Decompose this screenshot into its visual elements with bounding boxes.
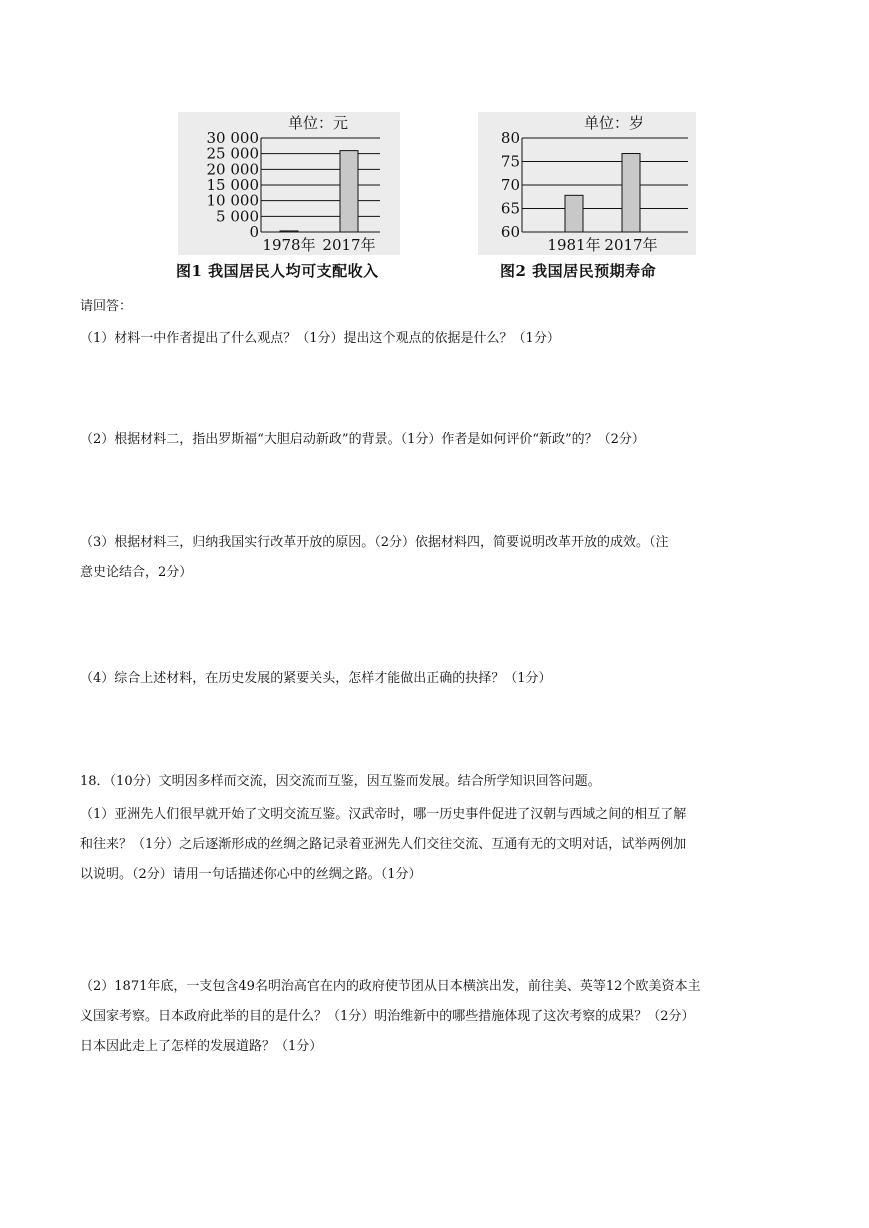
income-chart-svg bbox=[178, 112, 400, 255]
chart-0-bar bbox=[280, 231, 298, 232]
chart-1-unit-label: 单位：岁 bbox=[583, 114, 645, 132]
chart-1-tick-label: 80 bbox=[500, 129, 520, 147]
question-3 bbox=[80, 528, 800, 588]
chart-1-tick-label: 60 bbox=[500, 223, 520, 241]
question-18-part-2-line-3: 日本因此走上了怎样的发展道路？（1分） bbox=[80, 1039, 323, 1054]
chart-1-tick-label: 70 bbox=[500, 176, 520, 194]
chart-1-category-label: 2017年 bbox=[604, 236, 658, 254]
chart-1-tick-label: 65 bbox=[500, 199, 520, 218]
chart-0-tick-label: 30 000 bbox=[206, 129, 259, 147]
life-expectancy-chart bbox=[478, 112, 696, 255]
chart-0-tick-label: 0 bbox=[249, 223, 259, 241]
chart-1-category-label: 1981年 bbox=[547, 236, 601, 254]
chart-1-tick-label: 75 bbox=[500, 152, 520, 171]
question-3-line-2: 意史论结合，2分） bbox=[80, 565, 193, 580]
chart-0-tick-label: 25 000 bbox=[206, 144, 259, 163]
charts-area bbox=[170, 112, 700, 287]
life-expectancy-chart-svg bbox=[478, 112, 696, 255]
question-18-intro: 18．（10分）文明因多样而交流，因交流而互鉴，因互鉴而发展。结合所学知识回答问题。 bbox=[80, 774, 601, 789]
question-18-part-1-line-3: 以说明。（2分）请用一句话描述你心中的丝绸之路。（1分） bbox=[80, 867, 422, 882]
chart-0-category-label: 1978年 bbox=[262, 236, 316, 254]
question-2: （2）根据材料二，指出罗斯福“大胆启动新政”的背景。（1分）作者是如何评价“新政”的？（2分） bbox=[80, 432, 645, 447]
question-18-part-1-line-2: 和往来？（1分）之后逐渐形成的丝绸之路记录着亚洲先人们交往交流、互通有无的文明对话，试举两例加 bbox=[80, 837, 687, 852]
life-expectancy-chart-caption: 图2 我国居民预期寿命 bbox=[500, 262, 657, 280]
chart-1-bar bbox=[622, 154, 640, 232]
question-4: （4）综合上述材料，在历史发展的紧要关头，怎样才能做出正确的抉择？（1分） bbox=[80, 671, 552, 686]
income-chart-caption: 图1 我国居民人均可支配收入 bbox=[176, 262, 379, 280]
answer-prompt: 请回答： bbox=[80, 299, 133, 314]
question-18-part-2-line-2: 义国家考察。日本政府此举的目的是什么？（1分）明治维新中的哪些措施体现了这次考察的成果？（2分） bbox=[80, 1009, 695, 1024]
question-18-part-2 bbox=[80, 972, 800, 1062]
chart-0-bar bbox=[340, 151, 358, 232]
chart-0-tick-label: 10 000 bbox=[206, 191, 259, 210]
chart-0-tick-label: 20 000 bbox=[206, 160, 259, 179]
chart-0-tick-label: 15 000 bbox=[206, 176, 259, 194]
question-3-line-1: （3）根据材料三，归纳我国实行改革开放的原因。（2分）依据材料四，简要说明改革开放的成效。（注 bbox=[80, 535, 669, 550]
chart-0-tick-label: 5 000 bbox=[216, 207, 259, 226]
question-18-part-1-line-1: （1）亚洲先人们很早就开始了文明交流互鉴。汉武帝时，哪一历史事件促进了汉朝与西域之间的相互了解 bbox=[80, 807, 687, 822]
chart-0-category-label: 2017年 bbox=[322, 236, 376, 254]
question-18-part-2-line-1: （2）1871年底，一支包含49名明治高官在内的政府使节团从日本横滨出发，前往美、英等12个欧美资本主 bbox=[80, 979, 701, 994]
chart-1-bar bbox=[565, 195, 583, 232]
question-18-part-1 bbox=[80, 800, 800, 890]
income-chart bbox=[178, 112, 400, 255]
question-1: （1）材料一中作者提出了什么观点？（1分）提出这个观点的依据是什么？（1分） bbox=[80, 331, 560, 346]
chart-0-unit-label: 单位：元 bbox=[287, 114, 349, 132]
